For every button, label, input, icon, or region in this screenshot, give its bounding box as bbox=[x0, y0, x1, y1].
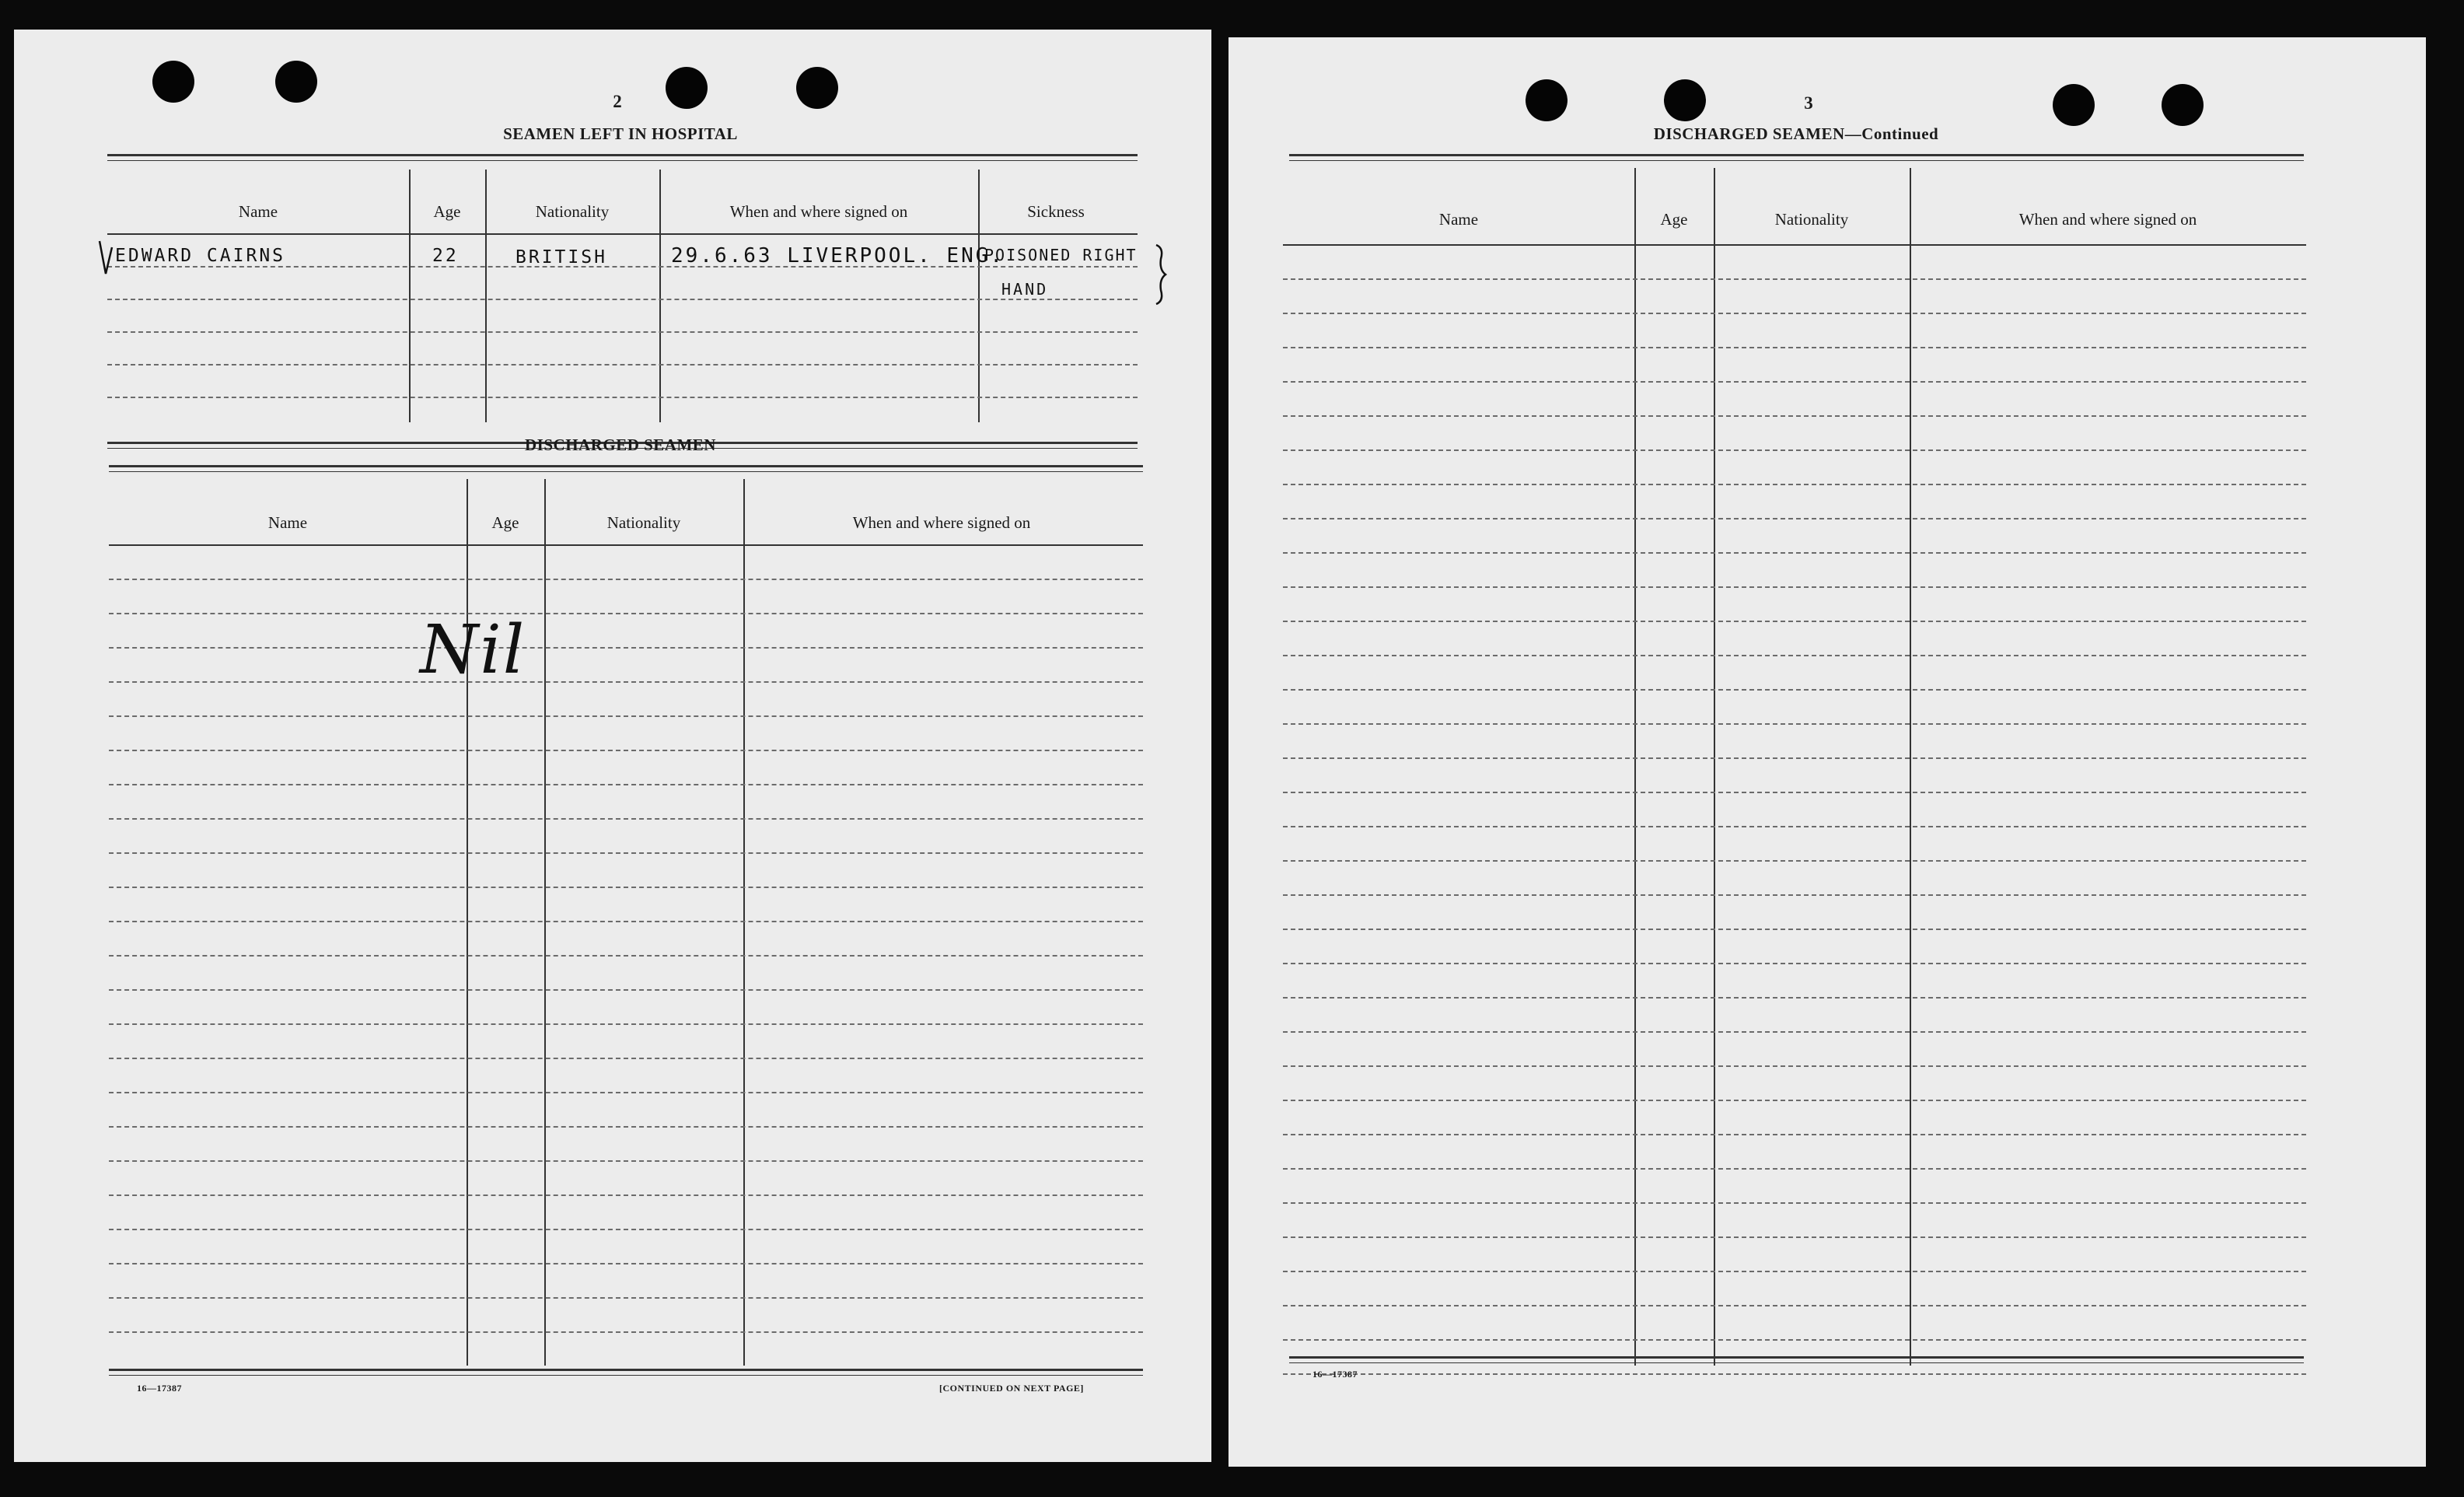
section-title-discharged-continued bbox=[1555, 124, 2037, 144]
punch-hole bbox=[2162, 84, 2204, 126]
right-page bbox=[1229, 37, 2426, 1467]
punch-hole bbox=[275, 61, 317, 103]
column-divider bbox=[544, 479, 546, 1366]
table-row bbox=[109, 1194, 1143, 1196]
table-top-rule bbox=[107, 154, 1138, 156]
title-main: DISCHARGED SEAMEN bbox=[1653, 124, 1845, 143]
table-row bbox=[1283, 826, 2306, 827]
section-title-discharged: DISCHARGED SEAMEN bbox=[525, 435, 716, 454]
table-row bbox=[1283, 621, 2306, 622]
table-row bbox=[109, 955, 1143, 957]
tick-mark bbox=[98, 240, 114, 277]
column-header-age: Age bbox=[1660, 210, 1688, 229]
table-row bbox=[109, 613, 1143, 614]
table-row bbox=[1283, 689, 2306, 691]
table-row bbox=[1283, 1373, 2306, 1375]
header-rule bbox=[109, 544, 1143, 546]
punch-hole bbox=[2053, 84, 2095, 126]
punch-hole bbox=[1526, 79, 1568, 121]
table-row bbox=[1283, 518, 2306, 519]
table-row bbox=[109, 784, 1143, 785]
table-row bbox=[109, 647, 1143, 649]
discharged-table bbox=[109, 479, 1143, 1381]
punch-hole bbox=[152, 61, 194, 103]
table-row bbox=[1283, 1339, 2306, 1341]
table-row bbox=[109, 1126, 1143, 1128]
table-row bbox=[109, 1229, 1143, 1230]
column-divider bbox=[485, 170, 487, 422]
table-bottom-rule bbox=[1289, 1356, 2304, 1359]
table-row bbox=[1283, 997, 2306, 999]
table-row bbox=[1283, 860, 2306, 862]
entry-signed-on: 29.6.63 LIVERPOOL. ENG. bbox=[671, 244, 1005, 268]
table-row bbox=[1283, 655, 2306, 656]
table-row bbox=[1283, 929, 2306, 930]
table-row bbox=[109, 579, 1143, 580]
table-row bbox=[1283, 1065, 2306, 1067]
section-title-hospital: SEAMEN LEFT IN HOSPITAL bbox=[503, 124, 738, 143]
table-row bbox=[1283, 1202, 2306, 1204]
form-number: 16—17387 bbox=[137, 1383, 182, 1394]
table-row bbox=[1283, 415, 2306, 417]
table-row bbox=[1283, 1236, 2306, 1238]
table-row bbox=[109, 681, 1143, 683]
table-row bbox=[109, 1023, 1143, 1025]
punch-hole bbox=[1664, 79, 1706, 121]
table-row bbox=[109, 818, 1143, 820]
table-top-rule bbox=[109, 465, 1143, 467]
table-row bbox=[107, 331, 1138, 333]
header-rule bbox=[107, 233, 1138, 235]
table-row bbox=[1283, 347, 2306, 348]
table-row bbox=[1283, 1031, 2306, 1033]
table-row bbox=[109, 1160, 1143, 1162]
table-row bbox=[109, 852, 1143, 854]
table-row bbox=[1283, 586, 2306, 588]
table-row bbox=[109, 1058, 1143, 1059]
punch-hole bbox=[666, 67, 708, 109]
table-row bbox=[107, 364, 1138, 366]
table-row bbox=[1283, 552, 2306, 554]
table-row bbox=[109, 715, 1143, 717]
column-header-nationality: Nationality bbox=[1774, 210, 1849, 229]
column-header-name: Name bbox=[238, 202, 278, 221]
column-header-age: Age bbox=[491, 513, 519, 532]
punch-hole bbox=[796, 67, 838, 109]
entry-name: EDWARD CAIRNS bbox=[115, 246, 286, 266]
column-divider bbox=[743, 479, 745, 1366]
column-header-nationality: Nationality bbox=[606, 513, 681, 532]
column-header-age: Age bbox=[433, 202, 461, 221]
column-header-name: Name bbox=[1438, 210, 1479, 229]
column-header-name: Name bbox=[267, 513, 308, 532]
table-row bbox=[1283, 723, 2306, 725]
table-row bbox=[1283, 1100, 2306, 1101]
table-row bbox=[109, 1297, 1143, 1299]
entry-sickness-line1: POISONED RIGHT bbox=[984, 246, 1138, 264]
table-row bbox=[1283, 449, 2306, 451]
column-divider bbox=[409, 170, 411, 422]
table-row bbox=[1283, 1271, 2306, 1272]
left-page bbox=[14, 30, 1211, 1462]
continued-note: [CONTINUED ON NEXT PAGE] bbox=[939, 1383, 1084, 1394]
table-row bbox=[109, 1092, 1143, 1093]
table-row bbox=[1283, 278, 2306, 280]
table-row bbox=[109, 921, 1143, 922]
table-row bbox=[1283, 757, 2306, 759]
page-number: 2 bbox=[613, 92, 622, 111]
brace-mark bbox=[1153, 243, 1169, 306]
table-row bbox=[1283, 792, 2306, 793]
column-header-signed-on: When and where signed on bbox=[729, 202, 908, 221]
entry-sickness-line2: HAND bbox=[1001, 280, 1049, 299]
table-top-rule bbox=[1289, 154, 2304, 156]
title-continued: —Continued bbox=[1844, 124, 1939, 143]
table-bottom-rule bbox=[109, 1369, 1143, 1371]
header-rule bbox=[1283, 244, 2306, 246]
table-row bbox=[109, 750, 1143, 751]
page-number: 3 bbox=[1804, 93, 1813, 113]
handwritten-nil: Nil bbox=[420, 611, 526, 689]
table-row bbox=[1283, 381, 2306, 383]
hospital-table bbox=[107, 170, 1138, 449]
column-divider bbox=[978, 170, 980, 422]
table-row bbox=[109, 887, 1143, 888]
entry-age: 22 bbox=[432, 246, 459, 266]
column-divider bbox=[659, 170, 661, 422]
column-header-nationality: Nationality bbox=[535, 202, 610, 221]
column-header-signed-on: When and where signed on bbox=[852, 513, 1031, 532]
table-row bbox=[1283, 894, 2306, 896]
table-row bbox=[107, 299, 1138, 300]
table-row bbox=[109, 1331, 1143, 1333]
table-row bbox=[1283, 1168, 2306, 1170]
table-row bbox=[1283, 313, 2306, 314]
column-header-sickness: Sickness bbox=[1027, 202, 1085, 221]
table-row bbox=[107, 397, 1138, 398]
table-row bbox=[109, 989, 1143, 991]
table-row bbox=[1283, 1134, 2306, 1135]
form-number: 16—17387 bbox=[1312, 1369, 1358, 1380]
table-row bbox=[1283, 484, 2306, 485]
column-header-signed-on: When and where signed on bbox=[2018, 210, 2197, 229]
table-row bbox=[1283, 1305, 2306, 1306]
table-row bbox=[1283, 963, 2306, 964]
entry-nationality: BRITISH bbox=[516, 247, 607, 268]
discharged-continued-table bbox=[1283, 168, 2309, 1381]
table-row bbox=[109, 1263, 1143, 1264]
